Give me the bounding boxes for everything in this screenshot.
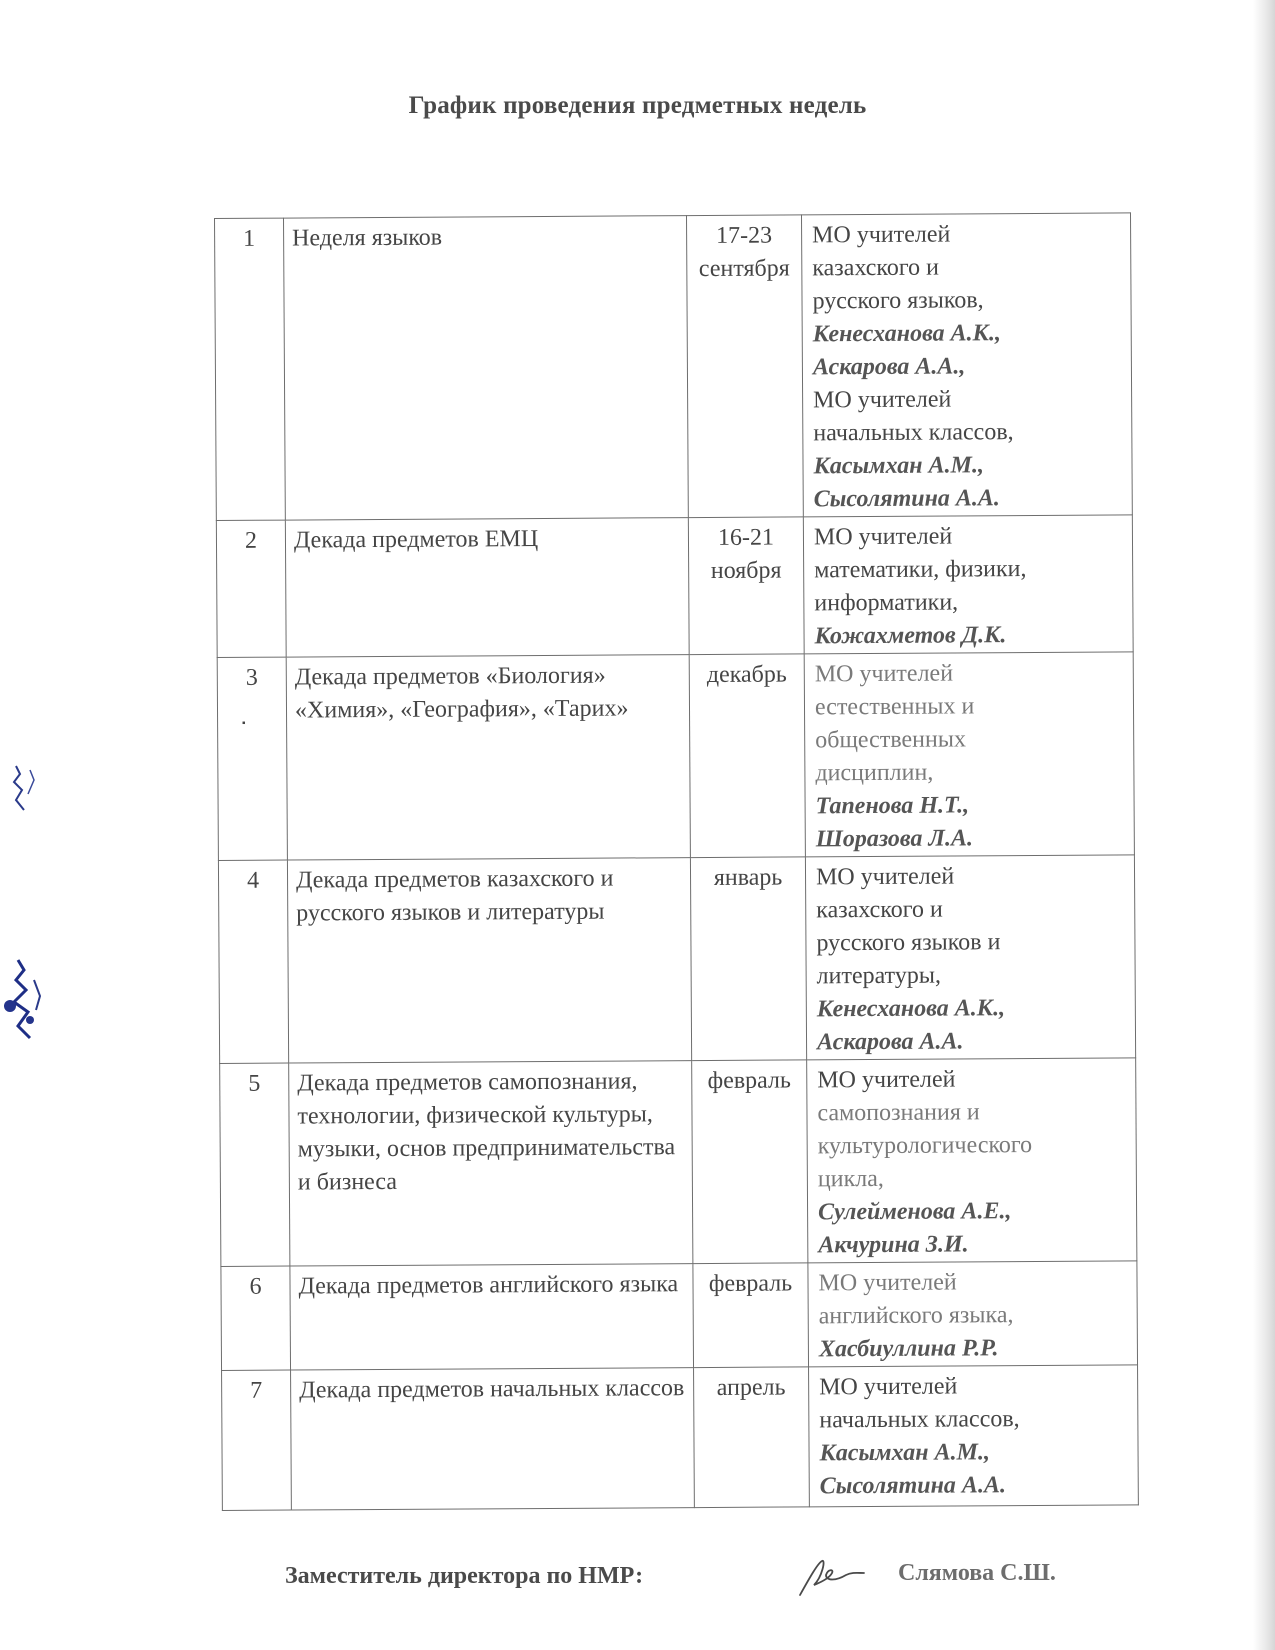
ink-stamp-fragment [0, 950, 48, 1050]
ink-stamp-fragment [0, 760, 48, 820]
responsible-line: самопознания и [817, 1099, 980, 1127]
page-title: График проведения предметных недель [408, 92, 867, 119]
date-line: декабрь [706, 661, 787, 688]
responsible-line: МО учителей [813, 386, 952, 414]
event-dates [692, 1060, 808, 1264]
responsible-person: Кожахметов Д.К. [814, 622, 1007, 650]
event-dates [690, 857, 806, 1061]
responsible-line: МО учителей [813, 523, 953, 551]
event-dates [693, 1263, 809, 1368]
responsible-person: Касымхан А.М., [813, 452, 984, 480]
table-row [218, 855, 1135, 1064]
responsible-line: русского языков, [812, 287, 984, 315]
responsible-line: МО учителей [819, 1373, 958, 1401]
responsible-cell [803, 515, 1133, 654]
responsible-line: МО учителей [814, 660, 954, 688]
responsible-line: дисциплин, [815, 759, 934, 787]
responsible-cell [804, 652, 1134, 857]
responsible-person: Акчурина З.И. [818, 1231, 969, 1259]
table-row [222, 1365, 1139, 1511]
handwritten-signature [796, 1555, 866, 1599]
row-number: 1 [215, 218, 286, 520]
responsible-line: общественных [815, 726, 967, 754]
responsible-person: Тапенова Н.Т., [815, 792, 970, 820]
responsible-person: Сысолятина А.А. [819, 1472, 1006, 1500]
event-title: Декада предметов казахского и русского языков и литературы [287, 858, 691, 1063]
responsible-line: литературы, [816, 962, 942, 990]
date-line: 16-21 [717, 524, 775, 551]
responsible-person: Сулейменова А.Е., [818, 1198, 1012, 1226]
scan-edge-shadow [1253, 0, 1275, 1650]
event-title: Декада предметов английского языка [290, 1264, 694, 1370]
responsible-line: начальных классов, [813, 419, 1014, 447]
responsible-person: Хасбиуллина Р.Р. [818, 1335, 999, 1363]
date-line: ноября [710, 557, 782, 584]
table-row [217, 652, 1134, 861]
responsible-person: Касымхан А.М., [819, 1439, 991, 1467]
schedule-table [214, 212, 1139, 1511]
responsible-line: английского языка, [818, 1302, 1014, 1330]
responsible-cell [805, 855, 1135, 1060]
responsible-line: цикла, [817, 1165, 884, 1193]
event-dates [686, 215, 803, 518]
event-title: Декада предметов начальных классов [291, 1368, 695, 1510]
row-number: 7 [222, 1370, 292, 1510]
row-number: 5 [220, 1063, 290, 1266]
responsible-person: Сысолятина А.А. [813, 485, 1000, 513]
responsible-person: Кенесханова А.К., [816, 995, 1006, 1023]
responsible-cell [807, 1058, 1137, 1263]
responsible-line: МО учителей [818, 1269, 957, 1297]
responsible-line: начальных классов, [819, 1406, 1020, 1434]
responsible-line: естественных и [814, 693, 975, 721]
signatory-name: Слямова С.Ш. [898, 1560, 1056, 1586]
table-row [221, 1261, 1138, 1371]
responsible-person: Аскарова А.А. [816, 1028, 964, 1056]
table-row [220, 1058, 1137, 1267]
responsible-line: МО учителей [815, 863, 955, 891]
event-title: Неделя языков [284, 216, 689, 520]
responsible-cell [809, 1365, 1139, 1507]
date-line: сентября [698, 255, 790, 283]
event-dates [688, 517, 804, 655]
row-number: 4 [218, 860, 288, 1063]
responsible-person: Шоразова Л.А. [815, 825, 973, 853]
responsible-line: казахского и [816, 896, 943, 924]
table-row [215, 213, 1133, 521]
scan-speck: ▪ [242, 718, 246, 729]
event-title: Декада предметов «Биология» «Химия», «География», «Тарих» [286, 655, 690, 860]
signature-block [0, 1555, 1275, 1599]
event-title: Декада предметов ЕМЦ [285, 518, 689, 657]
row-number: 6 [221, 1266, 291, 1370]
responsible-person: Кенесханова А.К., [812, 320, 1001, 348]
responsible-person: Аскарова А.А., [812, 353, 966, 381]
event-title: Декада предметов самопознания, технологии, физической культуры, музыки, основ предпринимательства и бизнеса [289, 1061, 693, 1266]
date-line: февраль [707, 1067, 792, 1095]
responsible-cell [801, 213, 1132, 517]
date-line: 17-23 [716, 222, 773, 249]
row-number: 3 [217, 657, 287, 860]
event-dates [689, 654, 805, 858]
responsible-line: математики, физики, [814, 556, 1027, 584]
event-dates [694, 1367, 810, 1508]
responsible-line: МО учителей [817, 1066, 956, 1094]
date-line: апрель [716, 1374, 786, 1401]
date-line: январь [713, 864, 783, 891]
date-line: февраль [708, 1270, 793, 1297]
responsible-line: русского языков и [816, 929, 1001, 957]
row-number: 2 [216, 520, 286, 657]
responsible-line: МО учителей [812, 221, 951, 249]
responsible-cell [808, 1261, 1138, 1367]
responsible-line: культурологического [817, 1132, 1033, 1160]
responsible-line: казахского и [812, 254, 939, 282]
table-row [216, 515, 1133, 658]
signatory-position: Заместитель директора по НМР: [285, 1563, 644, 1589]
responsible-line: информатики, [814, 589, 959, 617]
